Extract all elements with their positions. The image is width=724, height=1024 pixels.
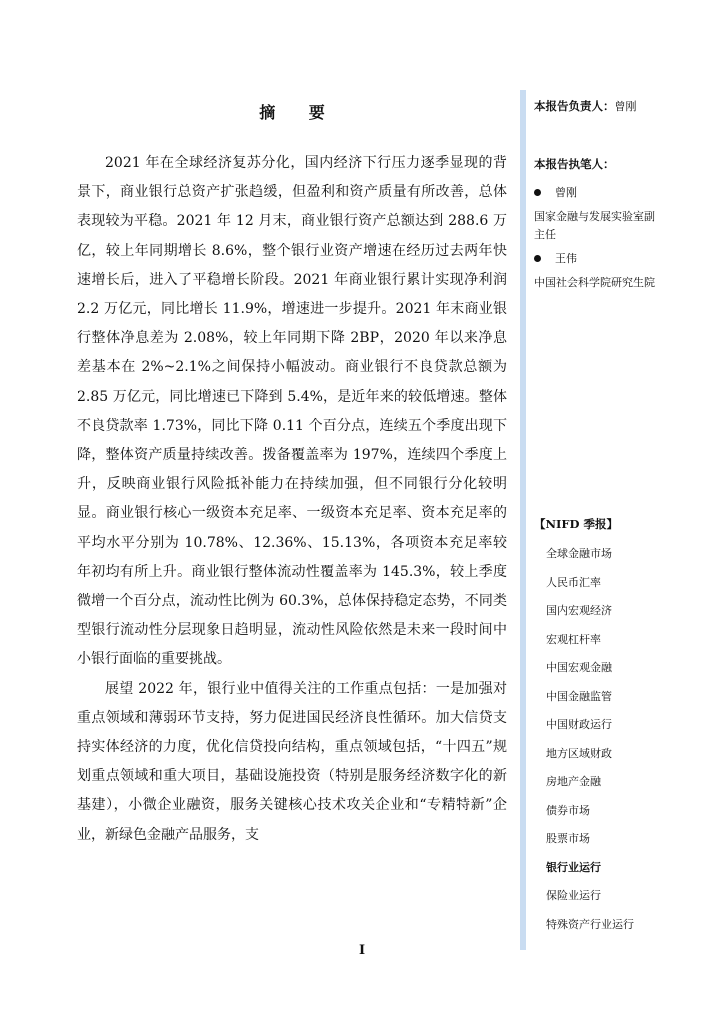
nifd-series-item: 国内宏观经济 [546,604,612,617]
summary-paragraph-2: 展望 2022 年，银行业中值得关注的工作重点包括：一是加强对重点领域和薄弱环节支持，努力促进国民经济良性循环。加大信贷支持实体经济的力度，优化信贷投向结构，重点领域包括，“十四五”规划重点领域和重大项目，基础设施投资（特别是服务经济数字化的新基建），小微企业融资，服务关键核心技术攻关企业和“专精特新”企业，新绿色金融产品服务，支 [77,680,507,843]
responsible-name: 曾刚 [614,100,637,113]
author-name: 曾刚 [555,186,577,199]
report-authors [534,156,714,292]
nifd-series-title: 【NIFD 季报】 [534,517,619,531]
nifd-series [534,516,714,939]
report-body [77,100,507,850]
nifd-series-item: 中国金融监管 [546,689,612,703]
report-responsible [534,98,714,114]
author-row [534,250,714,266]
nifd-series-list [534,540,714,939]
nifd-series-item: 债券市场 [546,803,590,817]
page-title: 摘 要 [259,103,339,122]
nifd-series-item: 中国财政运行 [546,718,612,731]
nifd-series-item: 保险业运行 [546,889,601,902]
author-affiliation: 国家金融与发展实验室副主任 [534,210,655,241]
nifd-series-item: 全球金融市场 [546,547,612,560]
responsible-label: 本报告负责人： [534,99,615,113]
page-number: I [358,943,366,958]
nifd-series-item-active: 银行业运行 [546,860,601,874]
author-name: 王伟 [555,252,577,265]
nifd-series-item: 房地产金融 [546,775,601,788]
author-row [534,184,714,200]
authors-label: 本报告执笔人： [534,157,615,171]
nifd-series-item: 中国宏观金融 [546,661,612,674]
author-affiliation: 中国社会科学院研究生院 [534,276,655,289]
sidebar-divider-bar [520,90,526,950]
bullet-icon [534,255,541,262]
summary-paragraph-1: 2021 年在全球经济复苏分化，国内经济下行压力逐季显现的背景下，商业银行总资产扩张趋缓，但盈利和资产质量有所改善，总体表现较为平稳。2021 年 12 月末，商业银行资产总额达到 288.6 万亿，较上年同期增长 8.6%，整个银行业资产增速在经历过去两年快速增长后，进入了平稳增长阶段。2021 年商业银行累计实现净利润 2.2 万亿元，同比增长 11.9%，增速进一步提升。2021 年末商业银行整体净息差为 2.08%，较上年同期下降 2BP，2020 年以来净息差基本在 2%~2.1%之间保持小幅波动。商业银行不良贷款总额为 2.85 万亿元，同比增速已下降到 5.4%，是近年来的较低增速。整体不良贷款率 1.73%，同比下降 0.11 个百分点，连续五个季度出现下降，整体资产质量持续改善。拨备覆盖率为 197%，连续四个季度上升，反映商业银行风险抵补能力在持续加强，但不同银行分化较明显。商业银行核心一级资本充足率、一级资本充足率、资本充足率的平均水平分别为 10.78%、12.36%、15.13%，各项资本充足率较年初均有所上升。商业银行整体流动性覆盖率为 145.3%，较上季度微增一个百分点，流动性比例为 60.3%，总体保持稳定态势，不同类型银行流动性分层现象日趋明显，流动性风险依然是未来一段时间中小银行面临的重要挑战。 [77,155,507,668]
bullet-icon [534,189,541,196]
nifd-series-item: 特殊资产行业运行 [546,917,634,931]
nifd-series-item: 人民币汇率 [546,575,601,589]
nifd-series-item: 宏观杠杆率 [546,632,601,646]
nifd-series-item: 股票市场 [546,832,590,845]
nifd-series-item: 地方区域财政 [546,746,612,760]
